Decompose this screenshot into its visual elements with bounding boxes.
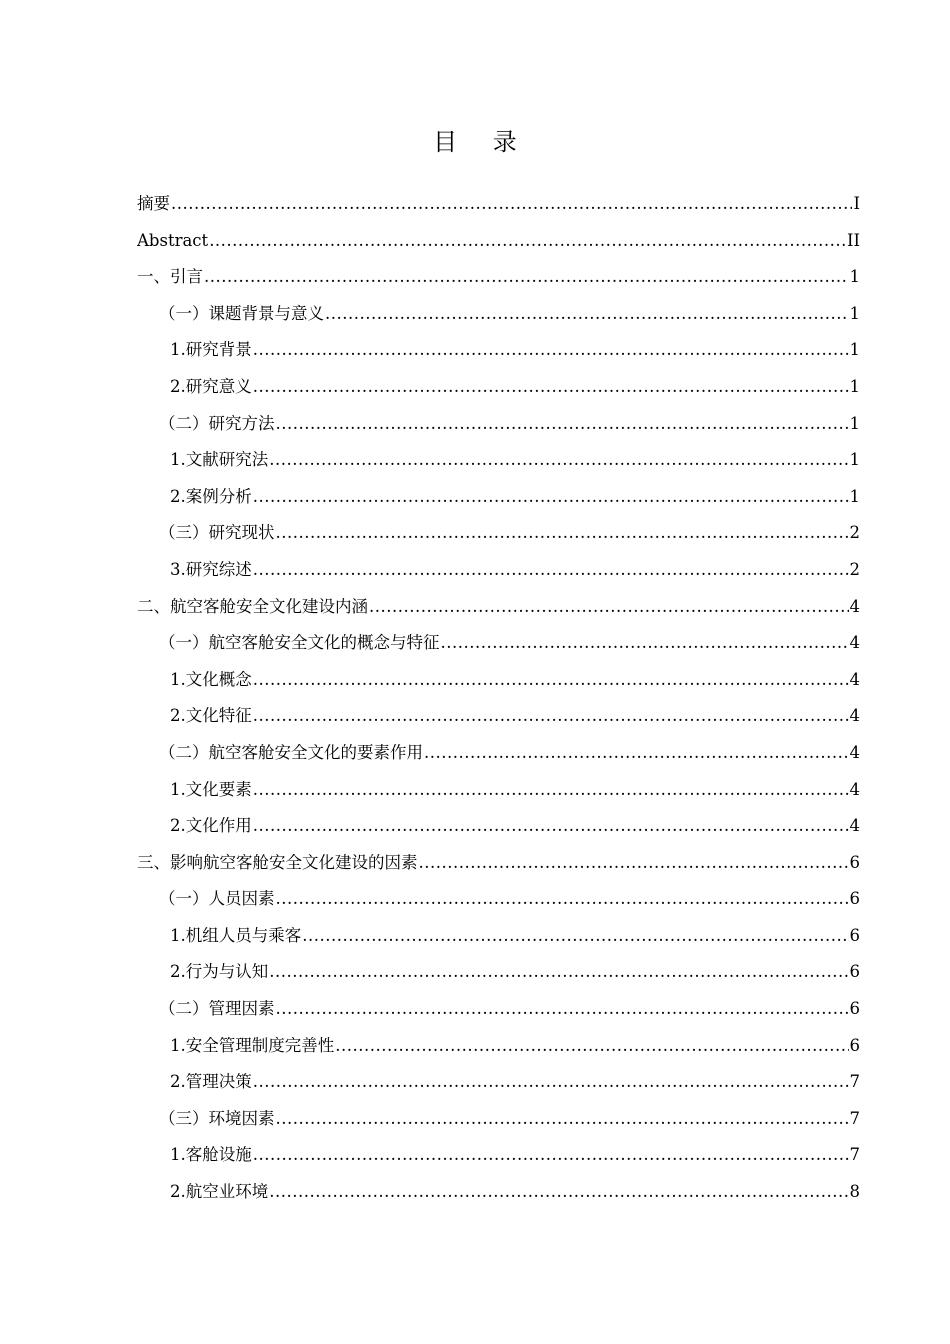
dot-leader <box>253 772 849 809</box>
toc-entry-label: Abstract <box>137 230 209 250</box>
toc-entry-label: 1.文献研究法 <box>170 450 269 470</box>
toc-page-number: 7 <box>849 1072 860 1092</box>
toc-page-number: I <box>853 194 860 213</box>
toc-entry-label: 2.案例分析 <box>170 486 252 506</box>
toc-page-number: 6 <box>849 999 860 1019</box>
toc-page-number: 4 <box>849 706 860 726</box>
toc-entry-label: 三、影响航空客舱安全文化建设的因素 <box>137 852 418 872</box>
toc-page-number: 4 <box>849 742 860 762</box>
toc-entry-label: 一、引言 <box>137 267 203 287</box>
toc-entry-label: 2.研究意义 <box>170 376 252 396</box>
toc-entry-label: 1.客舱设施 <box>170 1145 252 1165</box>
toc-entry-label: 1.文化概念 <box>170 669 252 689</box>
toc-entry[interactable] <box>137 223 860 260</box>
dot-leader <box>269 1174 848 1211</box>
toc-page-number: 2 <box>849 559 860 579</box>
toc-entry[interactable] <box>137 1028 860 1065</box>
dot-leader <box>253 1064 849 1101</box>
toc-page-number: II <box>846 230 860 250</box>
toc-entry-label: （二）研究方法 <box>159 413 275 433</box>
toc-page-number: 6 <box>849 962 860 982</box>
toc-entry[interactable] <box>137 406 860 443</box>
toc-entry[interactable] <box>137 772 860 809</box>
toc-page-number: 4 <box>849 633 860 653</box>
toc-entry[interactable] <box>137 259 860 296</box>
toc-entry-label: 1.安全管理制度完善性 <box>170 1035 335 1055</box>
toc-page-number: 1 <box>849 340 860 360</box>
toc-page-number: 6 <box>849 852 860 872</box>
toc-page-number: 6 <box>849 889 860 909</box>
toc-entry[interactable] <box>137 662 860 699</box>
toc-page-number: 4 <box>849 816 860 836</box>
dot-leader <box>253 552 849 589</box>
toc-entry[interactable] <box>137 1101 860 1138</box>
dot-leader <box>369 589 849 626</box>
toc-entry-label: 2.航空业环境 <box>170 1182 269 1202</box>
toc-page-number: 7 <box>849 1108 860 1128</box>
toc-entry[interactable] <box>137 881 860 918</box>
toc-entry[interactable] <box>137 845 860 882</box>
toc-entry-label: 1.研究背景 <box>170 340 252 360</box>
toc-entry[interactable] <box>137 698 860 735</box>
toc-page-number: 4 <box>849 779 860 799</box>
toc-entry[interactable] <box>137 808 860 845</box>
toc-entry-label: （二）航空客舱安全文化的要素作用 <box>159 742 423 762</box>
dot-leader <box>253 662 849 699</box>
dot-leader <box>276 1101 849 1138</box>
toc-entry-label: 2.文化特征 <box>170 706 252 726</box>
toc-entry-label: 摘要 <box>137 194 170 213</box>
toc-entry[interactable] <box>137 369 860 406</box>
toc-entry[interactable] <box>137 991 860 1028</box>
toc-entry[interactable] <box>137 332 860 369</box>
dot-leader <box>335 1028 848 1065</box>
toc-entry-label: （一）航空客舱安全文化的概念与特征 <box>159 633 440 653</box>
dot-leader <box>276 991 849 1028</box>
toc-entry-label: （二）管理因素 <box>159 999 275 1019</box>
toc-page-number: 1 <box>849 303 860 323</box>
toc-entry-label: 二、航空客舱安全文化建设内涵 <box>137 596 368 616</box>
toc-entry-label: 2.文化作用 <box>170 816 252 836</box>
dot-leader <box>253 1137 849 1174</box>
toc-entry[interactable] <box>137 735 860 772</box>
dot-leader <box>419 845 849 882</box>
toc-entry-label: （三）环境因素 <box>159 1108 275 1128</box>
toc-entry[interactable] <box>137 515 860 552</box>
toc-page-number: 4 <box>849 596 860 616</box>
toc-entry-label: 2.行为与认知 <box>170 962 269 982</box>
dot-leader <box>276 406 849 443</box>
toc-entry[interactable] <box>137 442 860 479</box>
toc-entry[interactable] <box>137 954 860 991</box>
dot-leader <box>204 259 849 296</box>
toc-entry[interactable] <box>137 625 860 662</box>
dot-leader <box>253 808 849 845</box>
toc-page-number: 6 <box>849 1035 860 1055</box>
toc-page-number: 6 <box>849 925 860 945</box>
dot-leader <box>276 515 849 552</box>
dot-leader <box>325 296 849 333</box>
toc-entry[interactable] <box>137 1174 860 1211</box>
table-of-contents <box>137 186 860 1211</box>
dot-leader <box>269 442 848 479</box>
dot-leader <box>253 479 849 516</box>
toc-entry[interactable] <box>137 918 860 955</box>
dot-leader <box>253 698 849 735</box>
toc-page-number: 1 <box>849 413 860 433</box>
toc-entry-label: （一）人员因素 <box>159 889 275 909</box>
toc-page-number: 1 <box>849 450 860 470</box>
toc-entry[interactable] <box>137 186 860 223</box>
toc-entry-label: （三）研究现状 <box>159 523 275 543</box>
dot-leader <box>441 625 849 662</box>
toc-page-number: 1 <box>849 267 860 287</box>
dot-leader <box>424 735 849 772</box>
toc-entry-label: 2.管理决策 <box>170 1072 252 1092</box>
dot-leader <box>253 369 849 406</box>
toc-entry[interactable] <box>137 1137 860 1174</box>
page-title: 目 录 <box>433 128 531 156</box>
toc-page-number: 8 <box>849 1182 860 1202</box>
toc-entry[interactable] <box>137 589 860 626</box>
toc-page-number: 7 <box>849 1145 860 1165</box>
dot-leader <box>171 186 852 223</box>
toc-entry-label: 3.研究综述 <box>170 559 252 579</box>
toc-entry[interactable] <box>137 296 860 333</box>
toc-entry[interactable] <box>137 552 860 589</box>
toc-page-number: 2 <box>849 523 860 543</box>
dot-leader <box>302 918 848 955</box>
toc-entry[interactable] <box>137 1064 860 1101</box>
toc-page-number: 1 <box>849 376 860 396</box>
toc-page-number: 1 <box>849 486 860 506</box>
dot-leader <box>269 954 848 991</box>
toc-entry-label: （一）课题背景与意义 <box>159 303 324 323</box>
dot-leader <box>209 223 846 260</box>
toc-page-number: 4 <box>849 669 860 689</box>
toc-entry-label: 1.文化要素 <box>170 779 252 799</box>
dot-leader <box>276 881 849 918</box>
dot-leader <box>253 332 849 369</box>
toc-entry-label: 1.机组人员与乘客 <box>170 925 302 945</box>
toc-entry[interactable] <box>137 479 860 516</box>
